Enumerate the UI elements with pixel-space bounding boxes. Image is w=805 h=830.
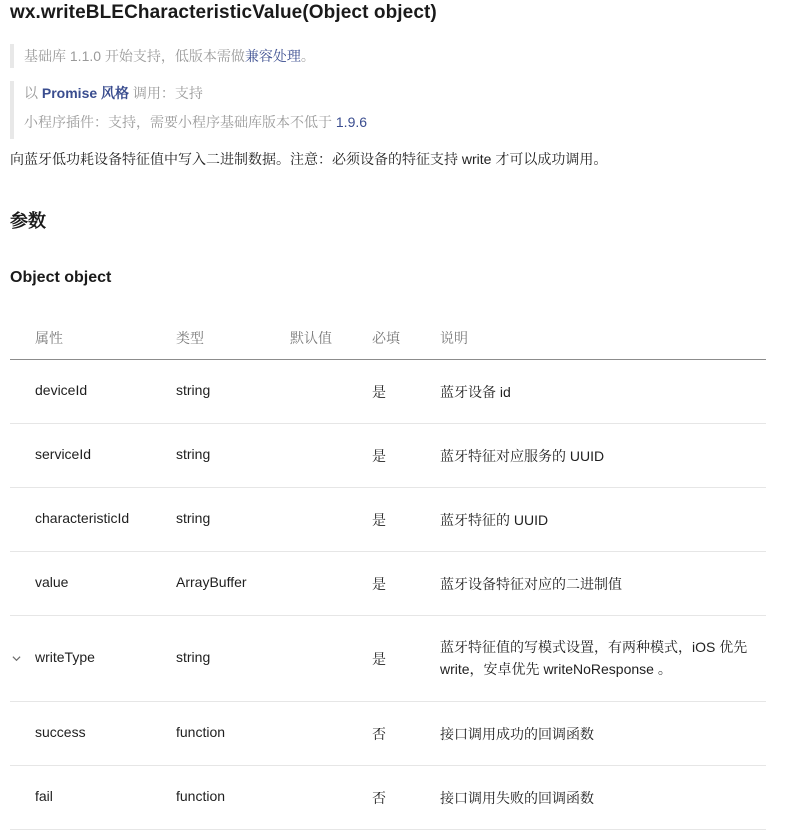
table-row <box>10 424 766 488</box>
param-type: string <box>176 510 211 526</box>
param-type: ArrayBuffer <box>176 574 247 590</box>
compatibility-link[interactable]: 兼容处理 <box>244 48 301 64</box>
chevron-down-icon[interactable] <box>12 654 21 663</box>
param-required: 是 <box>372 384 386 400</box>
param-name: success <box>35 724 86 740</box>
param-name: characteristicId <box>35 510 130 526</box>
header-description: 说明 <box>440 330 468 346</box>
header-required: 必填 <box>372 330 400 346</box>
param-name: serviceId <box>35 446 92 462</box>
table-row <box>10 488 766 552</box>
param-description: 蓝牙特征对应服务的 UUID <box>440 448 605 464</box>
support-note-suffix: 。 <box>300 48 315 64</box>
param-description: 蓝牙设备 id <box>440 384 511 400</box>
table-header <box>10 314 766 360</box>
promise-suffix: 调用：支持 <box>129 85 203 101</box>
api-description: 向蓝牙低功耗设备特征值中写入二进制数据。注意：必须设备的特征支持 write 才可以成功调用。 <box>10 151 608 167</box>
plugin-support-text: 小程序插件：支持，需要小程序基础库版本不低于 <box>24 114 336 130</box>
param-name: value <box>35 574 69 590</box>
param-type: string <box>176 446 211 462</box>
header-property: 属性 <box>35 330 63 346</box>
param-required: 否 <box>372 790 386 806</box>
param-type: string <box>176 382 211 398</box>
support-note <box>10 44 315 68</box>
param-required: 是 <box>372 651 386 667</box>
param-description: 接口调用成功的回调函数 <box>440 726 594 742</box>
params-table <box>10 314 766 830</box>
style-note <box>10 81 367 139</box>
param-type: function <box>176 788 226 804</box>
promise-prefix: 以 <box>24 85 42 101</box>
promise-style-link[interactable]: Promise 风格 <box>41 85 130 101</box>
header-default: 默认值 <box>290 330 332 346</box>
param-description: 蓝牙特征的 UUID <box>440 512 549 528</box>
param-name: deviceId <box>35 382 88 398</box>
param-required: 是 <box>372 576 386 592</box>
table-row <box>10 360 766 424</box>
param-name: writeType <box>35 649 95 665</box>
param-description: 接口调用失败的回调函数 <box>440 790 594 806</box>
object-heading: Object object <box>10 269 112 286</box>
param-required: 是 <box>372 512 386 528</box>
support-note-text: 基础库 1.1.0 开始支持，低版本需做 <box>24 48 245 64</box>
param-type: function <box>176 724 226 740</box>
version-link[interactable]: 1.9.6 <box>335 114 368 130</box>
table-row <box>10 552 766 616</box>
param-name: fail <box>35 788 53 804</box>
param-type: string <box>176 649 211 665</box>
param-description: 蓝牙设备特征对应的二进制值 <box>440 576 622 592</box>
table-row <box>10 702 766 766</box>
table-row-expandable[interactable] <box>10 616 766 702</box>
section-heading-params: 参数 <box>10 211 46 231</box>
promise-style-line <box>24 81 367 105</box>
header-type: 类型 <box>176 330 204 346</box>
param-required: 否 <box>372 726 386 742</box>
param-description: 蓝牙特征值的写模式设置，有两种模式，iOS 优先 write，安卓优先 writeNoResponse 。 <box>440 639 748 677</box>
table-row <box>10 766 766 830</box>
api-title: wx.writeBLECharacteristicValue(Object object) <box>10 2 437 23</box>
plugin-support-line <box>24 110 367 134</box>
param-required: 是 <box>372 448 386 464</box>
